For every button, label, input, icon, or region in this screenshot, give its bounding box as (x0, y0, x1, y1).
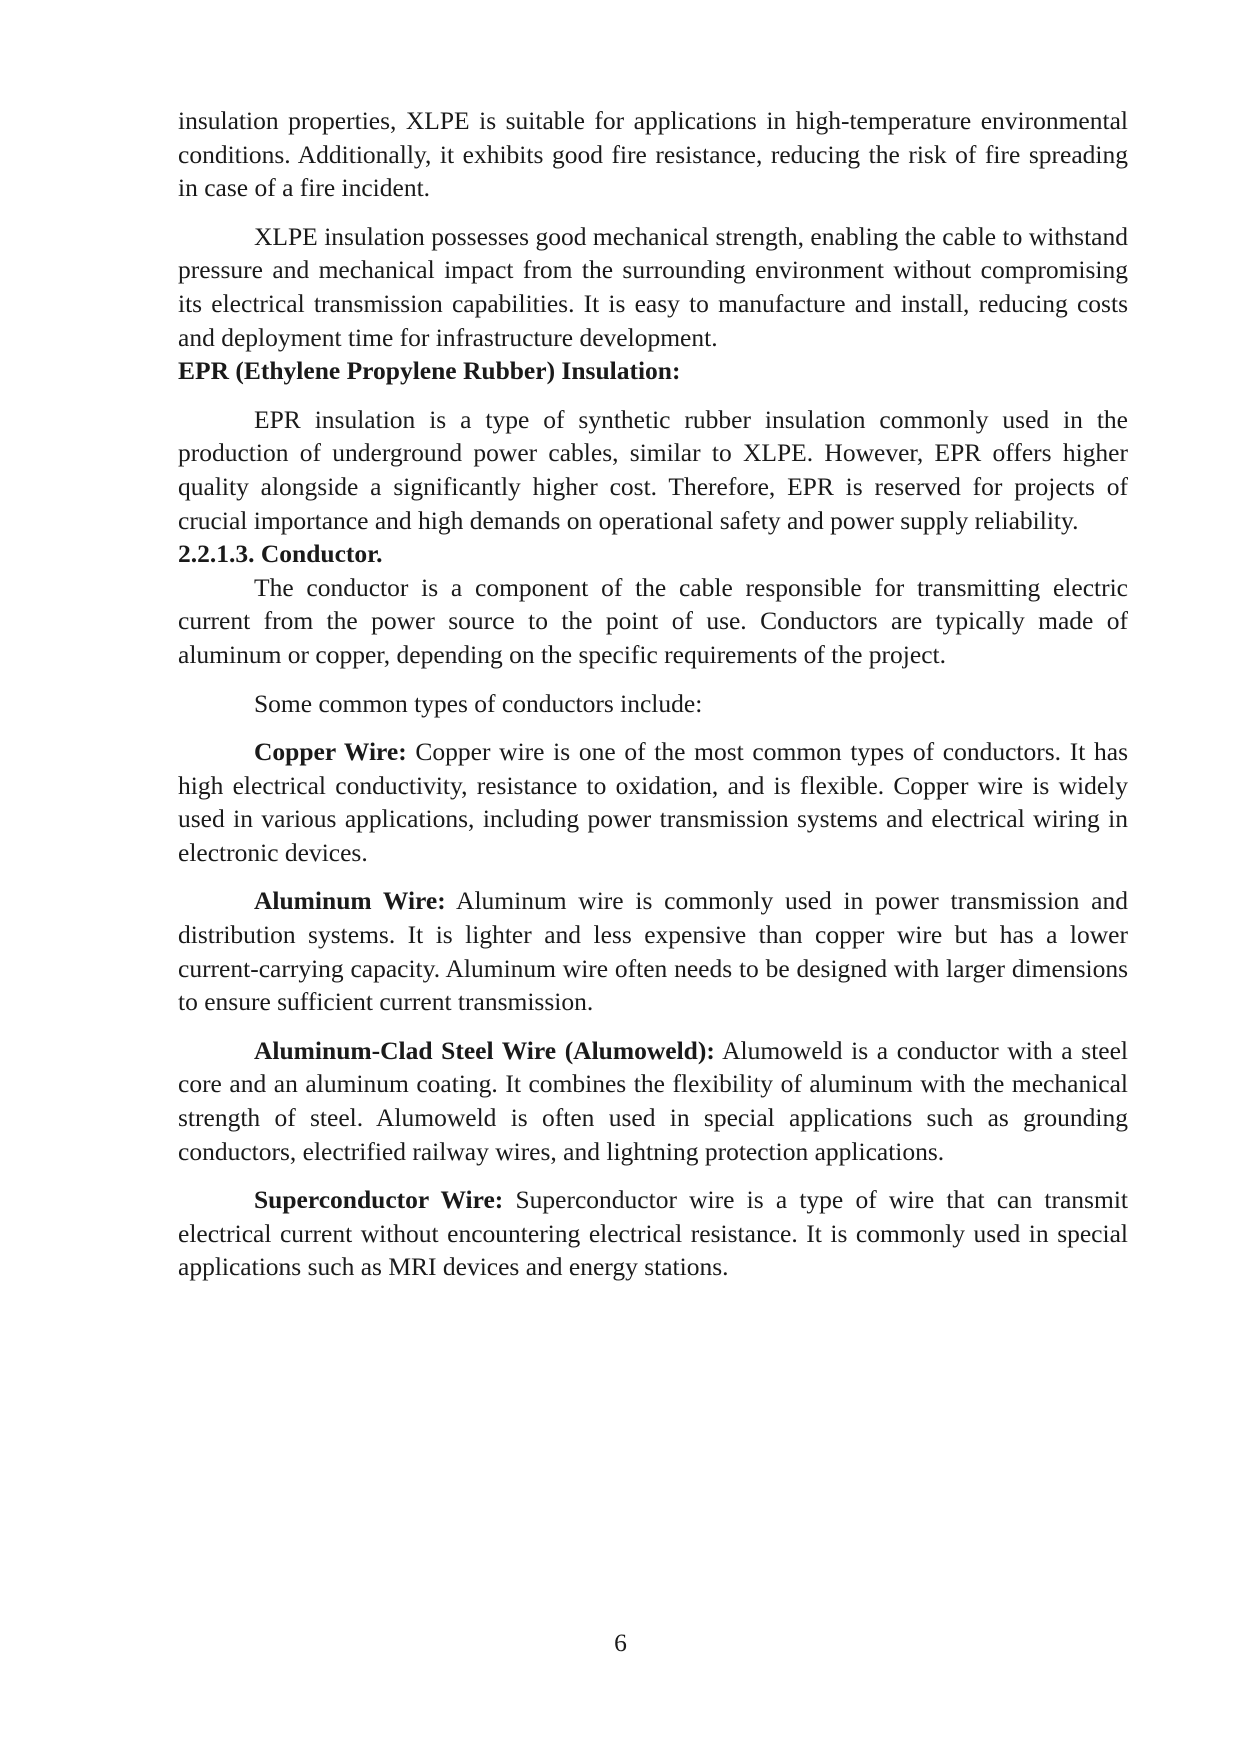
paragraph-conductor-intro: The conductor is a component of the cable responsible for transmitting electric current from the power source to the point of use. Conductors are typically made of aluminum or copper, depending on the specific requirements of the project. (178, 572, 1128, 669)
paragraph-alumoweld (178, 1034, 1128, 1168)
document-body (178, 104, 1128, 1284)
term-alumoweld: Aluminum-Clad Steel Wire (Alumoweld): (254, 1035, 715, 1065)
paragraph-xlpe-mechanical: XLPE insulation possesses good mechanical strength, enabling the cable to withstand pressure and mechanical impact from the surrounding environment without compromising its electrical transmission capabilities. It is easy to manufacture and install, reducing costs and deployment time for infrastructure development. (178, 221, 1128, 352)
paragraph-copper-wire (178, 735, 1128, 869)
paragraph-xlpe-properties: insulation properties, XLPE is suitable for applications in high-temperature environmental conditions. Additionally, it exhibits good fire resistance, reducing the risk of fire spreading in case of a fire incident. (178, 106, 1128, 203)
section-heading-conductor: 2.2.1.3. Conductor. (178, 539, 383, 569)
paragraph-conductor-types-intro: Some common types of conductors include: (254, 688, 703, 718)
text-alumoweld: Alumoweld is a conductor with a steel core and an aluminum coating. It combines the flexibility of aluminum with the mechanical strength of steel. Alumoweld is often used in special applications such as grounding conductors, electrified railway wires, and lightning protection applications. (178, 1035, 1128, 1166)
text-superconductor-wire: Superconductor wire is a type of wire that can transmit electrical current without encountering electrical resistance. It is commonly used in special applications such as MRI devices and energy stations. (178, 1185, 1128, 1282)
paragraph-epr-insulation: EPR insulation is a type of synthetic rubber insulation commonly used in the production of underground power cables, similar to XLPE. However, EPR offers higher quality alongside a significantly higher cost. Therefore, EPR is reserved for projects of crucial importance and high demands on operational safety and power supply reliability. (178, 404, 1128, 535)
text-aluminum-wire: Aluminum wire is commonly used in power transmission and distribution systems. It is lighter and less expensive than copper wire but has a lower current-carrying capacity. Aluminum wire often needs to be designed with larger dimensions to ensure sufficient current transmission. (178, 886, 1128, 1017)
term-copper-wire: Copper Wire: (254, 737, 407, 767)
term-aluminum-wire: Aluminum Wire: (254, 886, 446, 916)
heading-epr-insulation: EPR (Ethylene Propylene Rubber) Insulation: (178, 356, 681, 386)
paragraph-superconductor-wire (178, 1183, 1128, 1284)
page-number: 6 (614, 1628, 627, 1657)
paragraph-aluminum-wire (178, 884, 1128, 1018)
text-copper-wire: Copper wire is one of the most common types of conductors. It has high electrical conductivity, resistance to oxidation, and is flexible. Copper wire is widely used in various applications, including power transmission systems and electrical wiring in electronic devices. (178, 737, 1128, 867)
term-superconductor-wire: Superconductor Wire: (254, 1185, 504, 1215)
